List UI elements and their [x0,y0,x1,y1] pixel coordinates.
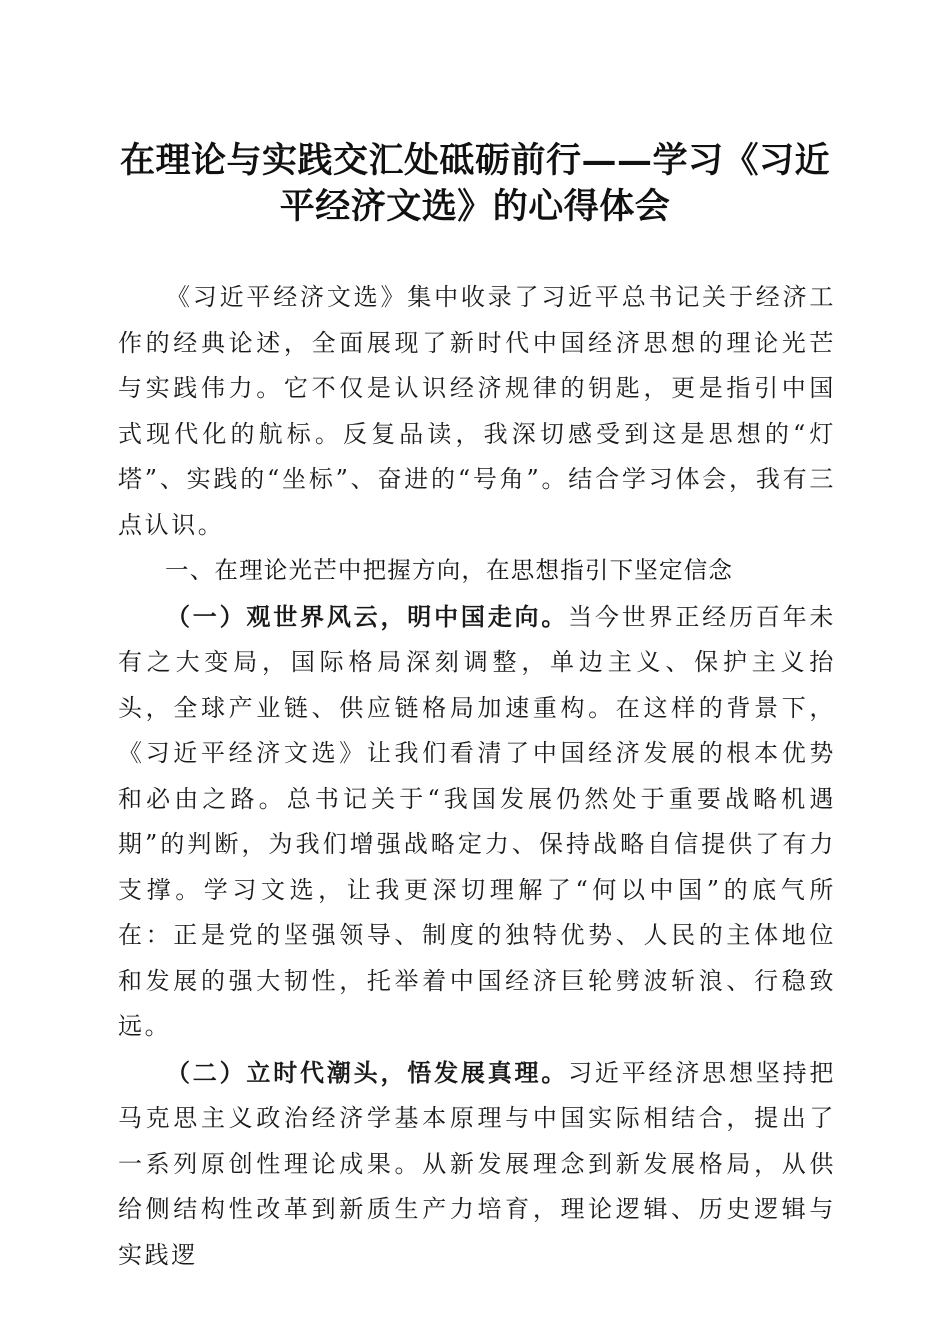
point-paragraph-1 [118,594,836,1050]
point-text-2: 习近平经济思想坚持把马克思主义政治经济学基本原理与中国实际相结合，提出了一系列原创性理论成果。从新发展理念到新发展格局，从供给侧结构性改革到新质生产力培育，理论逻辑、历史逻辑与实践逻 [118,1058,836,1269]
intro-paragraph: 《习近平经济文选》集中收录了习近平总书记关于经济工作的经典论述，全面展现了新时代中国经济思想的理论光芒与实践伟力。它不仅是认识经济规律的钥匙，更是指引中国式现代化的航标。反复品读，我深切感受到这是思想的“灯塔”、实践的“坐标”、奋进的“号角”。结合学习体会，我有三点认识。 [118,283,836,539]
title-line-2: 平经济文选》的心得体会 [279,186,671,227]
section-heading-1: 一、在理论光芒中把握方向，在思想指引下坚定信念 [165,556,734,584]
title-line-1: 在理论与实践交汇处砥砺前行——学习《习近 [119,140,830,181]
point-lead-1: （一）观世界风云，明中国走向。 [166,601,569,631]
point-text-1: 当今世界正经历百年未有之大变局，国际格局深刻调整，单边主义、保护主义抬头，全球产业链、供应链格局加速重构。在这样的背景下，《习近平经济文选》让我们看清了中国经济发展的根本优势和必由之路。总书记关于“我国发展仍然处于重要战略机遇期”的判断，为我们增强战略定力、保持战略自信提供了有力支撑。学习文选，让我更深切理解了“何以中国”的底气所在：正是党的坚强领导、制度的独特优势、人民的主体地位和发展的强大韧性，托举着中国经济巨轮劈波斩浪、行稳致远。 [118,602,836,1040]
document-title [110,138,840,230]
document-body [118,275,836,1278]
point-lead-2: （二）立时代潮头，悟发展真理。 [166,1057,569,1087]
point-paragraph-2 [118,1050,836,1279]
